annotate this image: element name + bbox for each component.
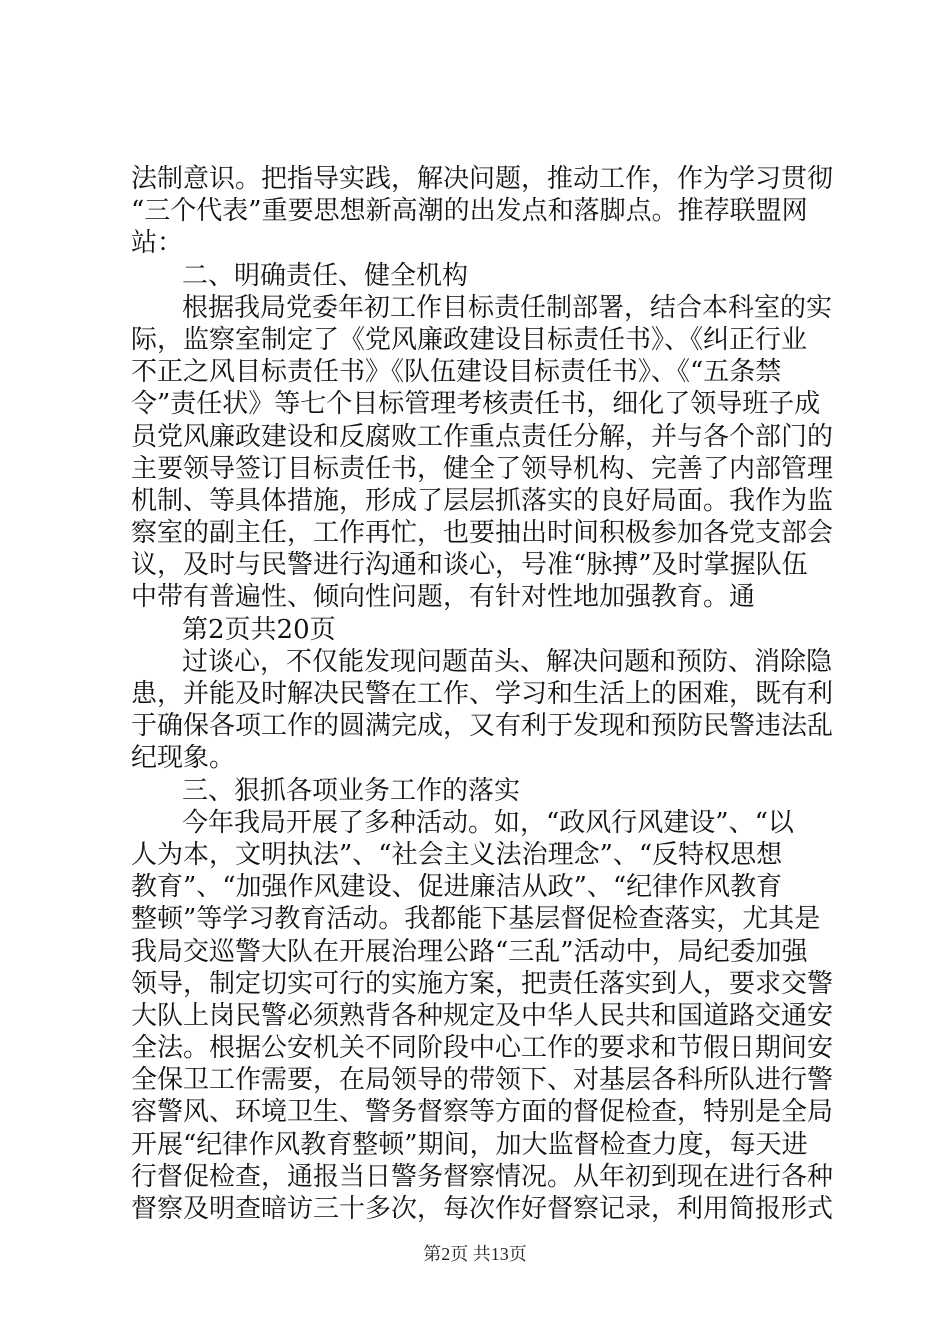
body-text-line: 人为本，文明执法”、“社会主义法治理念”、“反特权思想 <box>131 840 783 870</box>
body-text-line: 整顿”等学习教育活动。我都能下基层督促检查落实，尤其是 <box>131 904 821 934</box>
body-text-line: 于确保各项工作的圆满完成，又有利于发现和预防民警违法乱 <box>131 711 834 741</box>
body-text-line: 际，监察室制定了《党风廉政建设目标责任书》、《纠正行业 <box>131 325 808 355</box>
body-text-line: “三个代表”重要思想新高潮的出发点和落脚点。推荐联盟网 <box>131 196 808 226</box>
section-heading: 三、狠抓各项业务工作的落实 <box>182 776 521 806</box>
body-text-line: 督察及明查暗访三十多次，每次作好督察记录，利用简报形式 <box>131 1194 834 1224</box>
body-text-line: 中带有普遍性、倾向性问题，有针对性地加强教育。通 <box>131 582 756 612</box>
body-text-line: 机制、等具体措施，形成了层层抓落实的良好局面。我作为监 <box>131 486 834 516</box>
body-text-line: 患，并能及时解决民警在工作、学习和生活上的困难，既有利 <box>131 679 834 709</box>
body-text-line: 法制意识。把指导实践，解决问题，推动工作，作为学习贯彻 <box>131 164 834 194</box>
body-text-line: 开展“纪律作风教育整顿”期间，加大监督检查力度，每天进 <box>131 1130 808 1160</box>
body-text-line: 纪现象。 <box>131 743 236 773</box>
inline-page-marker: 第2页共20页 <box>182 615 336 645</box>
body-text-line: 察室的副主任，工作再忙，也要抽出时间积极参加各党支部会 <box>131 518 834 548</box>
body-text-line: 行督促检查，通报当日警务督察情况。从年初到现在进行各种 <box>131 1162 834 1192</box>
body-text-line: 全保卫工作需要，在局领导的带领下、对基层各科所队进行警 <box>131 1065 834 1095</box>
body-text-line: 我局交巡警大队在开展治理公路“三乱”活动中，局纪委加强 <box>131 937 808 967</box>
body-text-line: 大队上岗民警必须熟背各种规定及中华人民共和国道路交通安 <box>131 1001 834 1031</box>
body-text-line: 站： <box>131 228 184 258</box>
body-text-line: 今年我局开展了多种活动。如，“政风行风建设”、“以 <box>182 808 794 838</box>
body-text-line: 根据我局党委年初工作目标责任制部署，结合本科室的实 <box>182 293 833 323</box>
body-text-line: 令”责任状》等七个目标管理考核责任书，细化了领导班子成 <box>131 389 821 419</box>
page-footer: 第2页 共13页 <box>423 1244 527 1264</box>
body-text-line: 不正之风目标责任书》《队伍建设目标责任书》、《“五条禁 <box>131 357 782 387</box>
body-text-line: 全法。根据公安机关不同阶段中心工作的要求和节假日期间安 <box>131 1033 834 1063</box>
body-text-line: 议，及时与民警进行沟通和谈心，号准“脉搏”及时掌握队伍 <box>131 550 808 580</box>
body-text-line: 领导，制定切实可行的实施方案，把责任落实到人，要求交警 <box>131 969 834 999</box>
body-text-line: 教育”、“加强作风建设、促进廉洁从政”、“纪律作风教育 <box>131 872 783 902</box>
body-text-line: 过谈心，不仅能发现问题苗头、解决问题和预防、消除隐 <box>182 647 833 677</box>
body-text-line: 主要领导签订目标责任书，健全了领导机构、完善了内部管理 <box>131 454 834 484</box>
section-heading: 二、明确责任、健全机构 <box>182 261 469 291</box>
body-text-line: 员党风廉政建设和反腐败工作重点责任分解，并与各个部门的 <box>131 422 834 452</box>
body-text-line: 容警风、环境卫生、警务督察等方面的督促检查，特别是全局 <box>131 1097 834 1127</box>
